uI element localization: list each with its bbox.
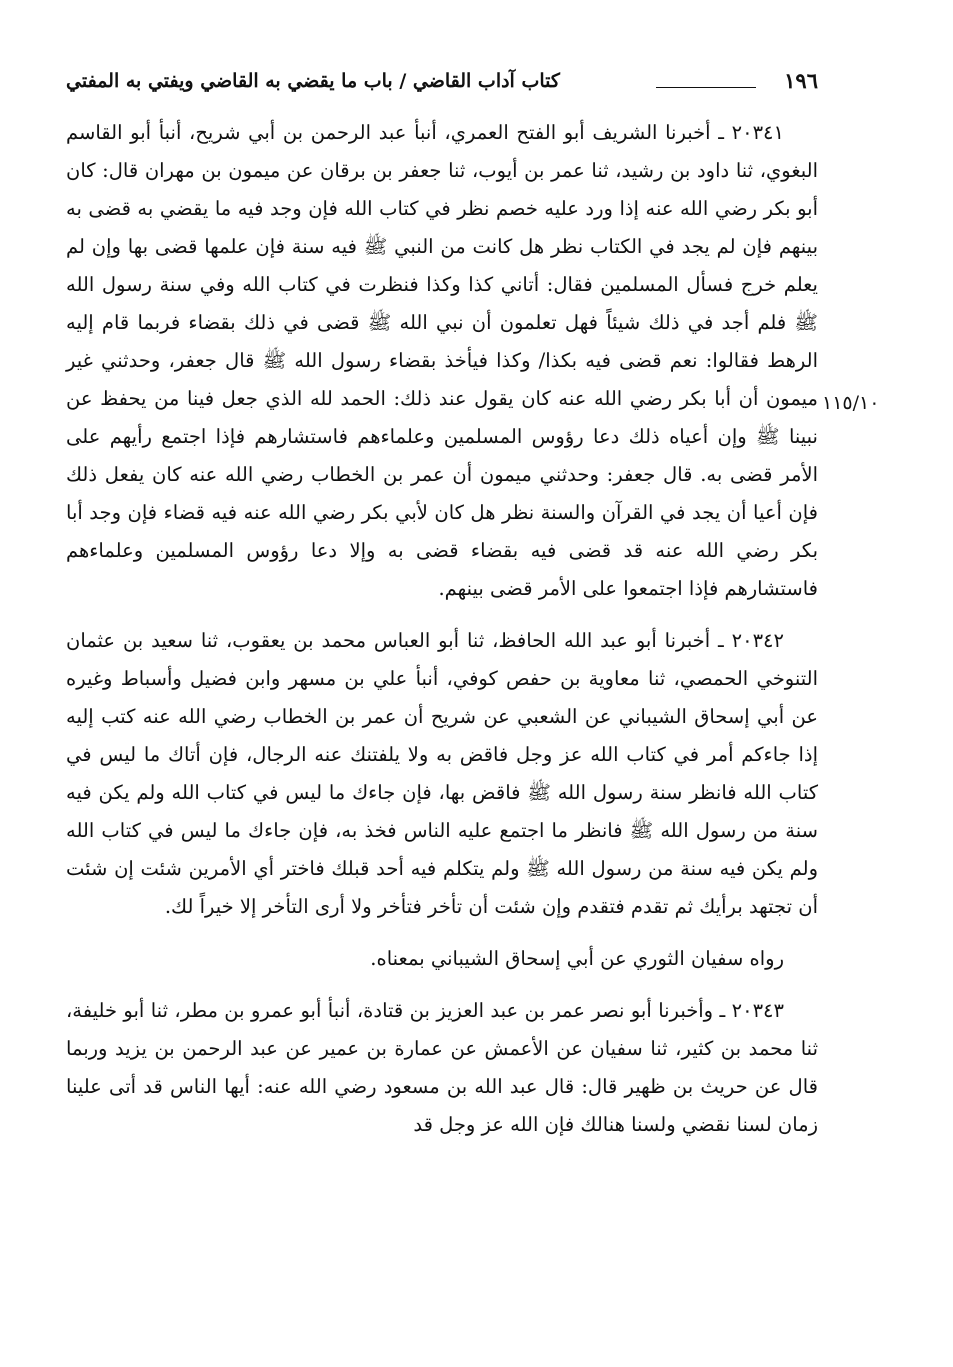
hadith-text: ـ وأخبرنا أبو نصر عمر بن عبد العزيز بن قتادة، أنبأ أبو عمرو بن مطر، ثنا أبو خليفة، ثنا محمد بن كثير، ثنا سفيان عن الأعمش عن عمارة بن عمير عن عبد الرحمن بن يزيد وربما قال عن حريث بن ظهير قال: قال عبد الله بن مسعود رضي الله عنه: أيها الناس قد أتى علينا زمان لسنا نقضي ولسنا هنالك فإن الله عز وجل قد [66, 999, 818, 1136]
hadith-number: ٢٠٣٤١ [731, 121, 784, 144]
hadith-number: ٢٠٣٤٣ [731, 999, 785, 1022]
hadith-paragraph-20341 [66, 114, 818, 608]
running-title: كتاب آداب القاضي / باب ما يقضي به القاضي ويفتي به المفتي [66, 70, 560, 92]
narration-note [66, 940, 818, 978]
hadith-paragraph-20342 [66, 622, 818, 926]
page-number: ١٩٦ [784, 68, 818, 93]
hadith-text: ـ أخبرنا أبو عبد الله الحافظ، ثنا أبو العباس محمد بن يعقوب، ثنا سعيد بن عثمان التنوخي الحمصي، ثنا معاوية بن حفص كوفي، أنبأ علي بن مسهر وابن فضيل وأسباط وغيره عن أبي إسحاق الشيباني عن الشعبي عن شريح أن عمر بن الخطاب رضي الله عنه كتب إليه إذا جاءكم أمر في كتاب الله عز وجل فاقض به ولا يلفتنك عنه الرجال، فإن أتاك ما ليس في كتاب الله فانظر سنة رسول الله ﷺ فاقض بها، فإن جاءك ما ليس في كتاب الله ولم يكن فيه سنة من رسول الله ﷺ فانظر ما اجتمع عليه الناس فخذ به، فإن جاءك ما ليس في كتاب الله ولم يكن فيه سنة من رسول الله ﷺ ولم يتكلم فيه أحد قبلك فاختر أي الأمرين شئت إن شئت أن تجتهد برأيك ثم تقدم فتقدم وإن شئت أن تأخر فتأخر ولا أرى التأخر إلا خيراً لك. [66, 629, 818, 918]
header-rule [656, 87, 756, 88]
hadith-paragraph-20343 [66, 992, 818, 1144]
main-text [66, 114, 818, 1144]
hadith-number: ٢٠٣٤٢ [731, 629, 784, 652]
margin-volume-page-note: ١١٥/١٠ [822, 392, 880, 414]
narration-note-text: رواه سفيان الثوري عن أبي إسحاق الشيباني بمعناه. [370, 947, 784, 970]
page-header [66, 66, 818, 98]
hadith-text: ـ أخبرنا الشريف أبو الفتح العمري، أنبأ عبد الرحمن بن أبي شريح، أنبأ أبو القاسم البغوي، ثنا داود بن رشيد، ثنا عمر بن أيوب، ثنا جعفر بن برقان عن ميمون بن مهران قال: كان أبو بكر رضي الله عنه إذا ورد عليه خصم نظر في كتاب الله فإن وجد فيه ما يقضي به قضى به بينهم فإن لم يجد في الكتاب نظر هل كانت من النبي ﷺ فيه سنة فإن علمها قضى بها وإن لم يعلم خرج فسأل المسلمين فقال: أتاني كذا وكذا فنظرت في كتاب الله وفي سنة رسول الله ﷺ فلم أجد في ذلك شيئاً فهل تعلمون أن نبي الله ﷺ قضى في ذلك بقضاء فربما قام إليه الرهط فقالوا: نعم قضى فيه بكذا/ وكذا فيأخذ بقضاء رسول الله ﷺ قال جعفر، وحدثني غير ميمون أن أبا بكر رضي الله عنه كان يقول عند ذلك: الحمد لله الذي جعل فينا من يحفظ عن نبينا ﷺ وإن أعياه ذلك دعا رؤوس المسلمين وعلماءهم فاستشارهم فإذا اجتمع رأيهم على الأمر قضى به. قال جعفر: وحدثني ميمون أن عمر بن الخطاب رضي الله عنه كان يفعل ذلك فإن أعيا أن يجد في القرآن والسنة نظر هل كان لأبي بكر رضي الله عنه فيه قضاء فإن وجد أبا بكر رضي الله عنه قد قضى فيه بقضاء قضى به وإلا دعا رؤوس المسلمين وعلماءهم فاستشارهم فإذا اجتمعوا على الأمر قضى بينهم. [66, 121, 818, 600]
